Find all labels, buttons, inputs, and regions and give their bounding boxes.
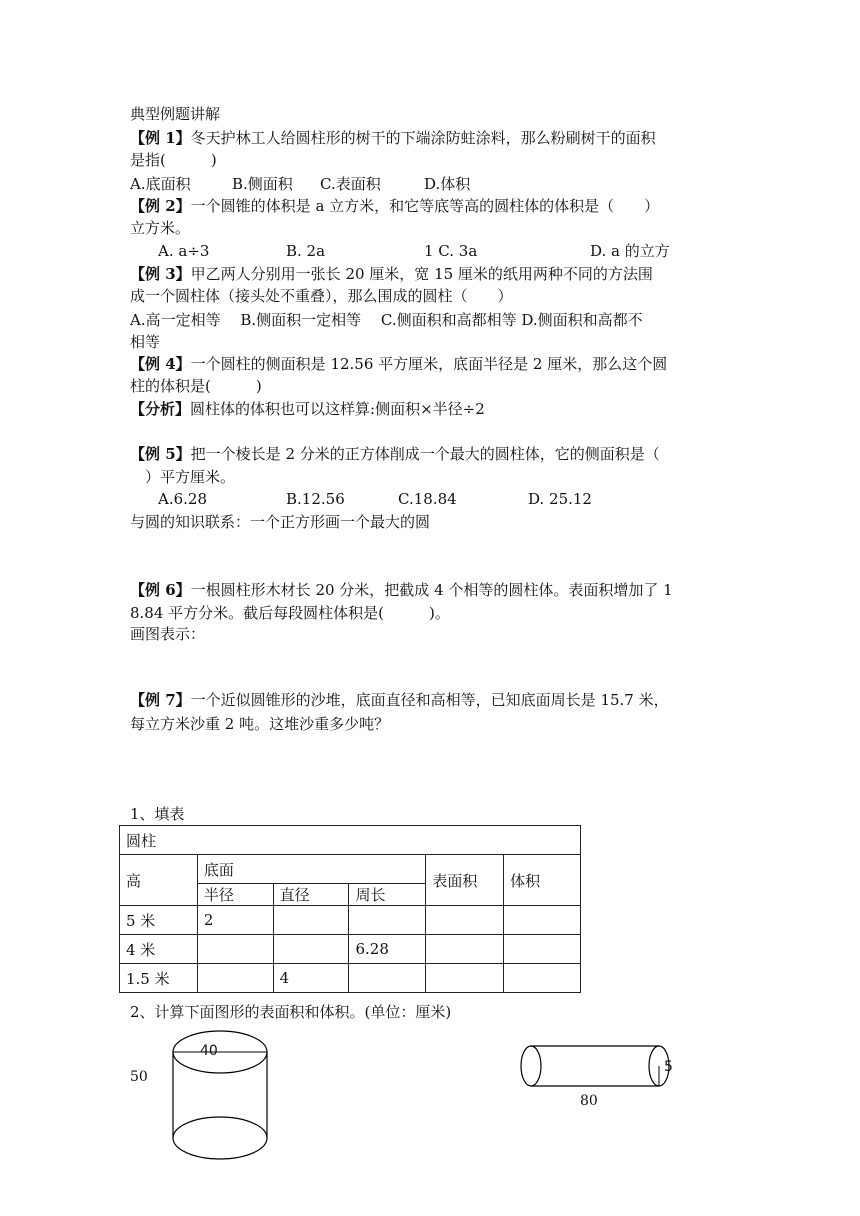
example-1-tag: 【例 1】 [130,129,191,147]
table-cell: 5 米 [120,906,198,935]
example-2-line-2: 立方米。 [130,219,191,237]
cylinder-fill-table [119,825,581,993]
example-5-option-d: D. 25.12 [528,490,592,508]
example-1-option-a: A.底面积 [130,175,191,193]
analysis-tag: 【分析】 [130,400,191,418]
table-cell [504,906,581,935]
analysis-text: 圆柱体的体积也可以这样算:侧面积×半径÷2 [190,400,485,418]
table-cell [504,964,581,993]
table-cell: 4 [273,964,349,993]
example-4-line-2: 柱的体积是( ) [130,377,262,395]
cylinder-height-label: 50 [130,1069,148,1085]
task-2-title: 2、计算下面图形的表面积和体积。(单位：厘米) [130,1003,452,1021]
example-1-text: 冬天护林工人给圆柱形的树干的下端涂防蛀涂料，那么粉刷树干的面积 [190,129,656,147]
example-3-line-2: 成一个圆柱体（接头处不重叠），那么围成的圆柱（ ） [130,287,513,305]
table-cell [197,935,273,964]
table-row [120,935,581,964]
example-2-option-b: B. 2a [286,242,326,260]
table-cell: 6.28 [349,935,426,964]
table-cell: 1.5 米 [120,964,198,993]
example-5-note: 与圆的知识联系：一个正方形画一个最大的圆 [130,513,431,531]
example-3-options-cont: 相等 [130,333,161,351]
cylinder-bottom-ellipse [173,1117,267,1159]
header-radius: 半径 [197,884,273,906]
table-cell [426,906,504,935]
example-2-option-a: A. a÷3 [158,242,210,260]
example-5-line-2: ）平方厘米。 [130,468,236,486]
example-4-tag: 【例 4】 [130,355,191,373]
task-1-title: 1、填表 [130,805,185,823]
example-4-analysis [130,399,485,419]
example-2-line-1 [130,196,659,216]
table-cell [273,906,349,935]
table-cell: 4 米 [120,935,198,964]
cylinder-radius-label: 5 [664,1059,673,1075]
example-3-text: 甲乙两人分别用一张长 20 厘米，宽 15 厘米的纸用两种不同的方法围 [190,265,653,283]
table-cell [426,935,504,964]
header-base: 底面 [197,855,426,884]
example-1-line-2: 是指( ) [130,151,217,169]
example-1-line-1 [130,128,656,148]
table-row [120,906,581,935]
example-1-option-d: D.体积 [424,175,471,193]
header-surface-area: 表面积 [426,855,504,906]
example-1-option-b: B.侧面积 [232,175,293,193]
example-5-text: 把一个棱长是 2 分米的正方体削成一个最大的圆柱体，它的侧面积是（ [190,445,660,463]
example-7-tag: 【例 7】 [130,691,191,709]
cylinder-diameter-label: 40 [200,1043,218,1059]
example-5-option-a: A.6.28 [158,490,207,508]
table-cell [197,964,273,993]
example-5-option-c: C.18.84 [398,490,457,508]
upright-cylinder-figure [160,1020,280,1170]
example-2-text: 一个圆锥的体积是 a 立方米，和它等底等高的圆柱体的体积是（ ） [190,197,660,215]
example-3-options: A.高一定相等 B.侧面积一定相等 C.侧面积和高都相等 D.侧面积和高都不 [130,311,643,329]
cylinder-length-label: 80 [580,1093,598,1109]
header-circumference: 周长 [349,884,426,906]
table-cell [349,964,426,993]
example-2-option-c: 1 C. 3a [424,242,478,260]
example-1-option-c: C.表面积 [320,175,381,193]
example-2-tag: 【例 2】 [130,197,191,215]
example-3-tag: 【例 3】 [130,265,191,283]
example-2-option-d: D. a 的立方 [590,242,670,260]
example-6-line-2: 8.84 平方分米。截后每段圆柱体积是( )。 [130,604,450,622]
example-4-text: 一个圆柱的侧面积是 12.56 平方厘米，底面半径是 2 厘米，那么这个圆 [190,355,668,373]
example-6-note: 画图表示： [130,625,206,643]
header-volume: 体积 [504,855,581,906]
example-7-line-2: 每立方米沙重 2 吨。这堆沙重多少吨？ [130,715,390,733]
header-diameter: 直径 [273,884,349,906]
table-cell [273,935,349,964]
table-cell [504,935,581,964]
table-cell [349,906,426,935]
cylinder-left-ellipse [521,1046,541,1086]
example-5-option-b: B.12.56 [286,490,345,508]
table-cell: 2 [197,906,273,935]
horizontal-cylinder-figure [515,1040,675,1092]
table-caption: 圆柱 [120,826,581,855]
example-6-tag: 【例 6】 [130,581,191,599]
example-6-text: 一根圆柱形木材长 20 分米，把截成 4 个相等的圆柱体。表面积增加了 1 [190,581,673,599]
example-5-tag: 【例 5】 [130,445,191,463]
table-cell [426,964,504,993]
example-7-text: 一个近似圆锥形的沙堆，底面直径和高相等，已知底面周长是 15.7 米， [190,691,669,709]
example-7-line-1 [130,690,669,710]
example-4-line-1 [130,354,667,374]
table-row [120,964,581,993]
section-heading: 典型例题讲解 [130,105,221,123]
header-height: 高 [120,855,198,906]
example-3-line-1 [130,264,653,284]
example-6-line-1 [130,580,673,600]
example-5-line-1 [130,444,660,464]
